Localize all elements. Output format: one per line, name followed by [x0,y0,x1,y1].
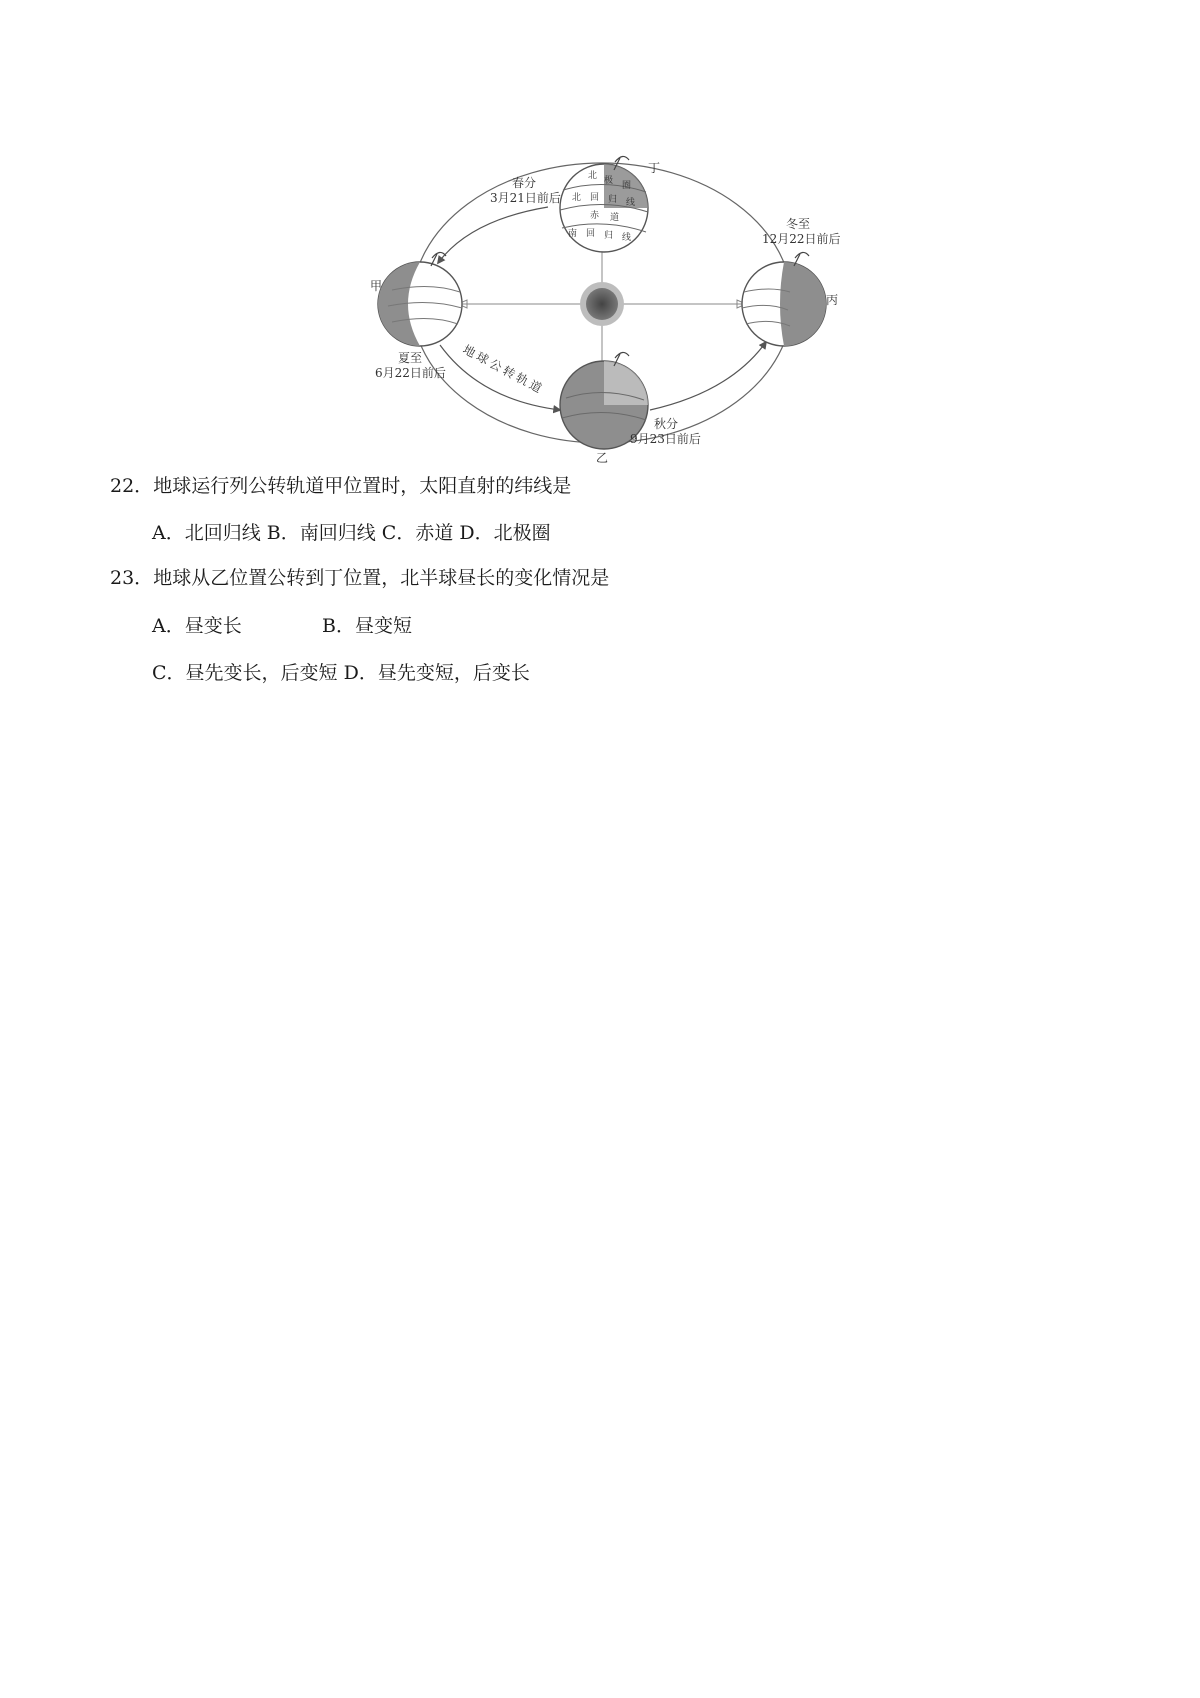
sun-icon [580,282,624,326]
earth-revolution-diagram [0,0,1200,470]
position-marker-bing: 丙 [826,293,839,307]
position-marker-ding: 丁 [648,161,661,175]
globe-label: 回 [586,229,596,239]
orbit-label: 地球公转轨道 [460,342,547,397]
term-label-summer: 夏至 [398,351,423,365]
question-22 [110,474,571,498]
globe-label: 归 [608,195,618,205]
globe-jia [378,252,462,346]
question-stem: 地球运行列公转轨道甲位置时，太阳直射的纬线是 [153,475,572,497]
globe-label: 赤 [590,211,600,221]
question-23-options-row1 [152,614,412,638]
question-23 [110,566,609,590]
option-b[interactable]: B．昼变短 [322,615,412,637]
question-stem: 地球从乙位置公转到丁位置，北半球昼长的变化情况是 [153,567,610,589]
option-b[interactable]: B．南回归线 [266,522,376,544]
option-a[interactable]: A．北回归线 [152,522,261,544]
option-c[interactable]: C．昼先变长，后变短 [152,662,338,684]
question-number: 23． [110,567,154,589]
option-a[interactable]: A．昼变长 [152,615,242,637]
globe-label: 回 [590,193,600,203]
term-label-autumn: 秋分 [654,417,679,431]
option-d[interactable]: D．北极圈 [459,522,551,544]
date-label-summer: 6月22日前后 [375,366,446,380]
orbit-arrow [440,345,560,410]
question-number: 22． [110,475,154,497]
question-22-options [152,521,551,545]
position-marker-yi: 乙 [596,451,609,465]
globe-label: 归 [604,231,614,241]
globe-ding [560,156,648,252]
option-d[interactable]: D．昼先变短，后变长 [343,662,530,684]
globe-label: 北 [572,193,582,203]
date-label-autumn: 9月23日前后 [630,432,701,446]
globe-bing [742,252,826,346]
globe-label: 南 [568,229,578,239]
date-label-spring: 3月21日前后 [490,191,561,205]
term-label-winter: 冬至 [786,217,811,231]
question-23-options-row2 [152,661,530,685]
orbit-arrow [650,342,766,410]
globe-label: 线 [626,198,636,208]
term-label-spring: 春分 [512,176,537,190]
globe-label: 北 [588,171,598,181]
date-label-winter: 12月22日前后 [762,232,841,246]
globe-label: 极 [604,176,614,186]
globe-label: 线 [622,233,632,243]
globe-label: 圈 [622,181,632,191]
globe-label: 道 [610,213,620,223]
option-c[interactable]: C．赤道 [381,522,454,544]
position-marker-jia: 甲 [370,279,383,293]
